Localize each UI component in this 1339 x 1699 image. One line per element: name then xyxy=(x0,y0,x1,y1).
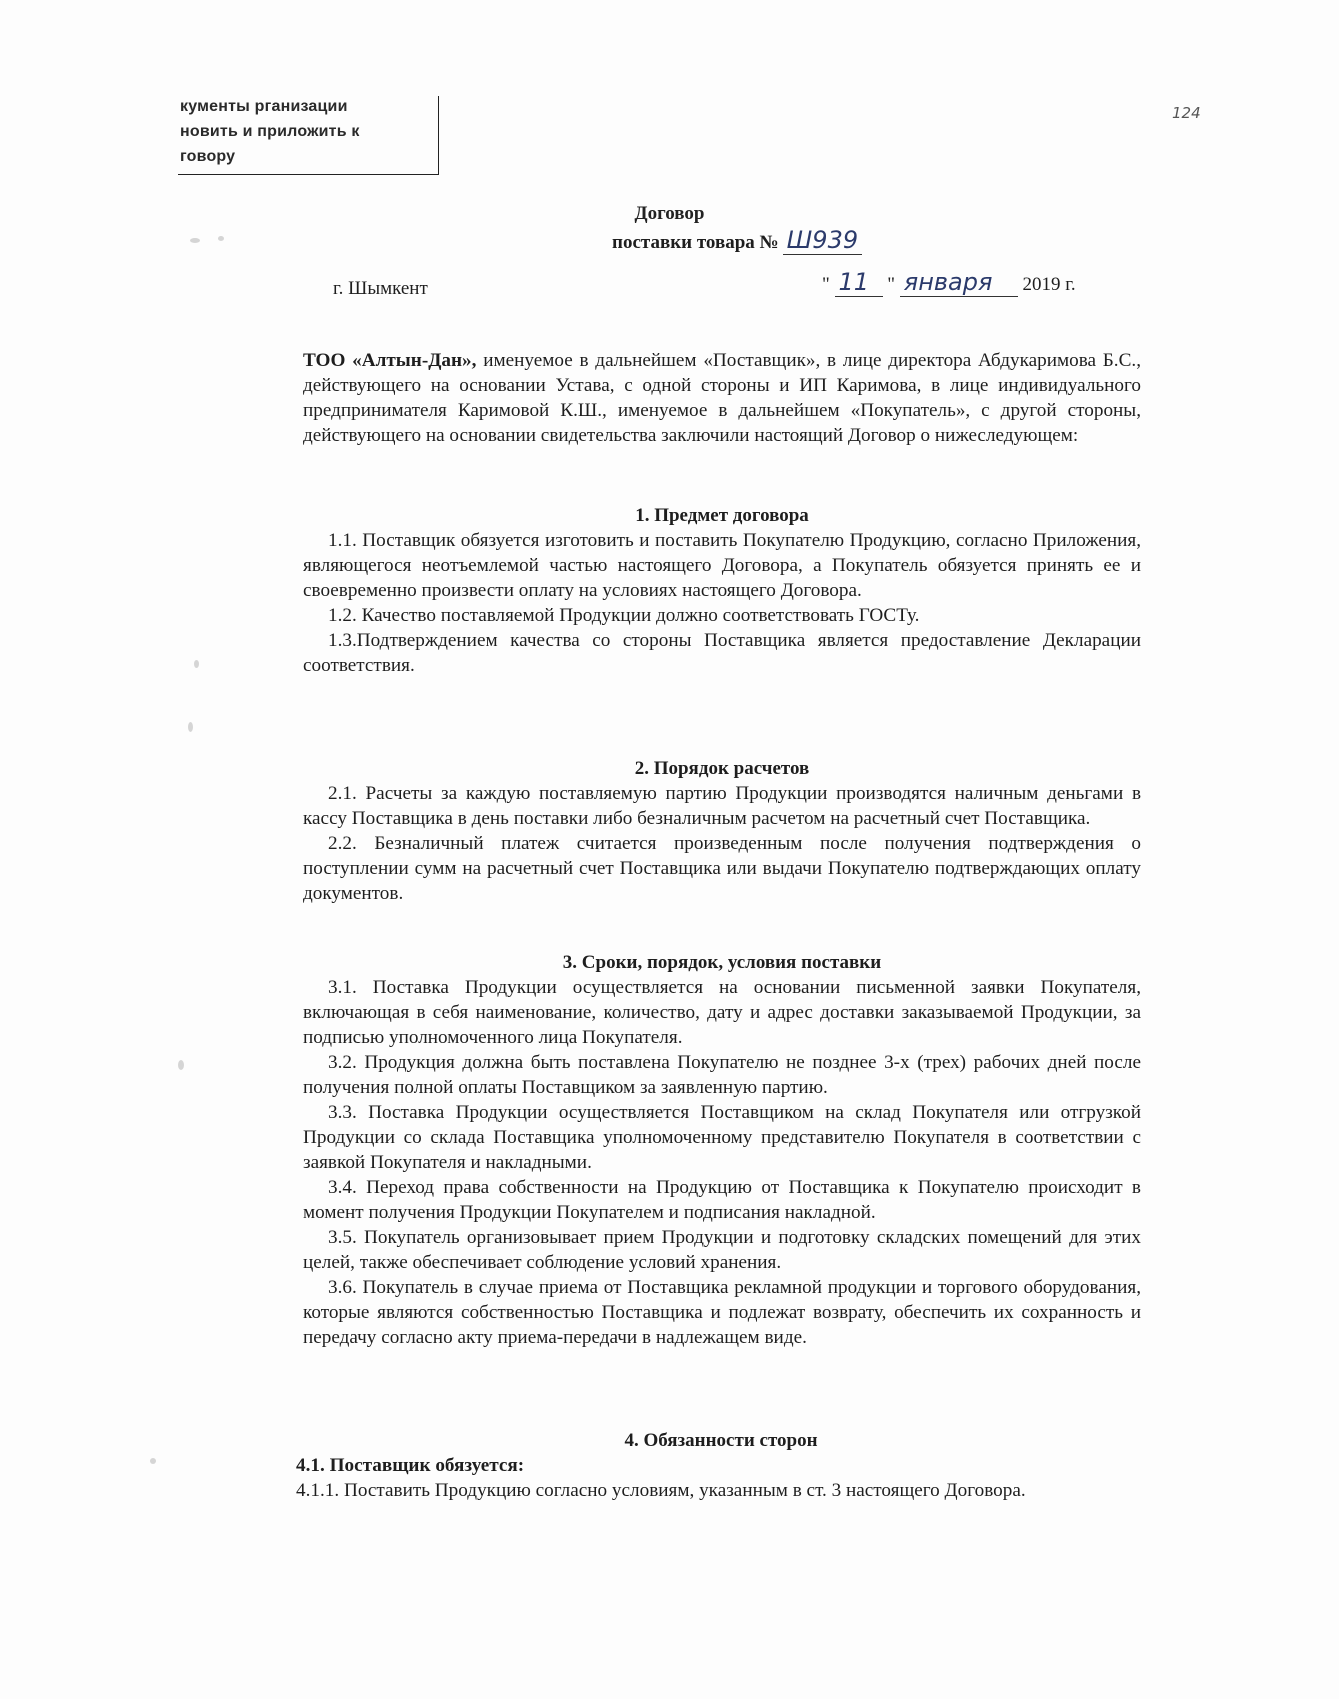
margin-note-line: кументы рганизации xyxy=(180,98,348,115)
clause: 3.5. Покупатель организовывает прием Продукции и подготовку складских помещений для этих целей, также обеспечивает соблюдение условий хранения. xyxy=(303,1227,1141,1273)
clause: 3.2. Продукция должна быть поставлена Покупателю не позднее 3-х (трех) рабочих дней после получения полной оплаты Поставщиком за заявленную партию. xyxy=(303,1052,1141,1098)
contract-date xyxy=(822,268,1076,297)
section-2 xyxy=(303,756,1141,906)
scan-speck xyxy=(194,660,199,668)
date-day-handwritten: 11 xyxy=(835,268,883,297)
date-month-handwritten: января xyxy=(900,268,1018,297)
section-title: 4. Обязанности сторон xyxy=(624,1430,818,1451)
scan-speck xyxy=(150,1458,156,1464)
clause: 1.3.Подтверждением качества со стороны Поставщика является предоставление Декларации соответствия. xyxy=(303,630,1141,676)
section-1 xyxy=(303,503,1141,678)
city: г. Шымкент xyxy=(333,278,428,299)
preamble-text: именуемое в дальнейшем «Поставщик», в лице директора Абдукаримова Б.С., действующего на основании Устава, с одной стороны и ИП Каримова, в лице индивидуального предпринимателя Каримовой К.Ш., именуемое в дальнейшем «Покупатель», с другой стороны, действующего на основании свидетельства заключили настоящий Договор о нижеследующем: xyxy=(303,350,1141,446)
date-year: 2019 г. xyxy=(1022,274,1076,295)
scan-speck xyxy=(190,238,200,243)
clause: 2.1. Расчеты за каждую поставляемую партию Продукции производятся наличным деньгами в кассу Поставщика в день поставки либо безналичным расчетом на расчетный счет Поставщика. xyxy=(303,783,1141,829)
section-title: 2. Порядок расчетов xyxy=(634,758,810,779)
subsection-title: 4.1. Поставщик обязуется: xyxy=(296,1455,525,1476)
section-title: 1. Предмет договора xyxy=(635,505,809,526)
section-3 xyxy=(303,950,1141,1350)
contract-number-handwritten: Ш939 xyxy=(783,226,862,255)
scan-speck xyxy=(218,236,224,241)
clause: 1.1. Поставщик обязуется изготовить и поставить Покупателю Продукцию, согласно Приложения, являющегося неотъемлемой частью настоящего Договора, а Покупатель обязуется принять ее и своевременно произвести оплату на условиях настоящего Договора. xyxy=(303,530,1141,601)
document-subtitle: поставки товара № xyxy=(612,232,779,253)
section-title: 3. Сроки, порядок, условия поставки xyxy=(562,952,882,973)
document-title: Договор xyxy=(634,203,705,224)
scan-speck xyxy=(178,1060,184,1070)
margin-note-line: новить и приложить к xyxy=(180,123,360,140)
preamble xyxy=(303,348,1141,448)
quote-mark: " xyxy=(822,274,830,295)
margin-note-box xyxy=(178,96,439,175)
clause: 3.6. Покупатель в случае приема от Поставщика рекламной продукции и торгового оборудования, которые являются собственностью Поставщика и подлежат возврату, обеспечить их сохранность и передачу согласно акту приема-передачи в надлежащем виде. xyxy=(303,1277,1141,1348)
quote-mark: " xyxy=(887,274,896,295)
clause: 3.3. Поставка Продукции осуществляется Поставщиком на склад Покупателя или отгрузкой Продукции со склада Поставщика уполномоченному представителю Покупателя в соответствии с заявкой Покупателя и накладными. xyxy=(303,1102,1141,1173)
party-supplier-name: ТОО «Алтын-Дан», xyxy=(303,350,477,371)
clause: 2.2. Безналичный платеж считается произведенным после получения подтверждения о поступлении сумм на расчетный счет Поставщика или выдачи Покупателю подтверждающих оплату документов. xyxy=(303,833,1141,904)
scan-speck xyxy=(188,722,193,732)
clause: 3.1. Поставка Продукции осуществляется на основании письменной заявки Покупателя, включающая в себя наименование, количество, дату и адрес доставки заказываемой Продукции, за подписью уполномоченного лица Покупателя. xyxy=(303,977,1141,1048)
clause: 4.1.1. Поставить Продукцию согласно условиям, указанным в ст. 3 настоящего Договора. xyxy=(296,1480,1026,1501)
clause: 1.2. Качество поставляемой Продукции должно соответствовать ГОСТу. xyxy=(328,605,920,626)
document-subtitle-row xyxy=(612,226,862,255)
margin-note-line: говору xyxy=(180,148,236,165)
section-4 xyxy=(296,1428,1146,1503)
clause: 3.4. Переход права собственности на Продукцию от Поставщика к Покупателю происходит в момент получения Продукции Покупателем и подписания накладной. xyxy=(303,1177,1141,1223)
page-number: 124 xyxy=(1172,104,1201,122)
